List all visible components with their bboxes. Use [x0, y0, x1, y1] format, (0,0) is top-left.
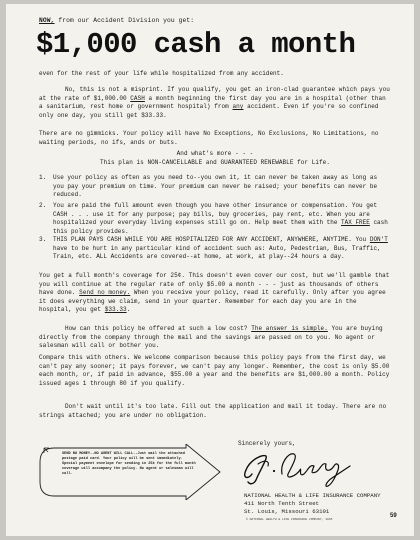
p1-text-b: a month beginning the first day you are in a hospital (other than a sanitarium, rest home or government hospital) from	[39, 94, 386, 111]
list-item-number: 1.	[39, 174, 47, 181]
p4-text-a: How can this policy be offered at such a low cost?	[65, 325, 252, 332]
paragraph-no-gimmicks: There are no gimmicks. Your policy will have No Exceptions, No Exclusions, No Limitations, no waiting periods, no ifs, ands or buts.	[39, 130, 379, 146]
item2-text-a: You are paid the full amount even though you have other insurance or compensation. You get CASH . . . use it for any purpose; pay bills, buy groceries, pay rent, etc. When you are hospitalized your everyday living expenses still go on. Help meet them with the	[53, 202, 378, 227]
page-number: 59	[390, 513, 397, 519]
signature-image	[238, 444, 358, 488]
p1-text-a: No, this is not a misprint. If you qualify, you get an iron-clad guarantee which pays you at the rate of $1,000.00	[39, 86, 390, 102]
p1-cash: CASH	[130, 94, 145, 102]
sincerely-label: Sincerely yours,	[238, 440, 296, 447]
list-item-text	[53, 236, 391, 262]
copyright-line: © NATIONAL HEALTH & LIFE INSURANCE COMPANY, 1965	[246, 518, 333, 521]
paragraph-dont-wait: Don't wait until it's too late. Fill out the application and mail it today. There are no strings attached; you are under no obligation.	[39, 403, 387, 419]
list-item-number: 3.	[39, 236, 47, 243]
item3-text-b: have to be hurt in any particular kind of accident such as: Auto, Pedestrian, Bus, Traffic, Train, etc. ALL Accidents are covered--at home, at work, at play--24 hours a day.	[53, 244, 381, 261]
item2-text-b: cash this policy provides.	[53, 219, 388, 235]
p3-send-no-money: Send no money.	[79, 289, 131, 297]
p3-amount: $33.33	[104, 306, 127, 314]
paragraph-coverage	[39, 272, 391, 315]
list-item-text: Use your policy as often as you need to--you own it, it can never be taken away as long as you pay your premium on time. Your premium can never be raised; your benefits can never be reduced.	[53, 174, 378, 199]
p3-text-b: When you receive your policy, read it carefully. Only after you agree it does everything we claim, send in your quarter. Remember for each day you are in the hospital, you get	[39, 289, 386, 314]
coupon-box	[36, 444, 222, 500]
advertisement-page	[6, 4, 414, 536]
subhead: even for the rest of your life while hospitalized from any accident.	[39, 70, 284, 77]
p1-text-c: accident. Even if you're so confined only one day, you still get $33.33.	[39, 103, 379, 119]
coupon-text: SEND NO MONEY--NO AGENT WILL CALL--Just mail the attached postage paid card. Your policy will be sent immediately. Special payment envelope for sending in 25¢ for the full month coverage will accompany the policy. No agent or salesman will call.	[62, 452, 196, 477]
paragraph-low-cost	[39, 325, 391, 351]
item3-dont: DON'T	[369, 236, 388, 243]
and-more-line: And what's more - - -	[176, 150, 254, 157]
company-street: 411 North Tenth Street	[244, 500, 320, 507]
intro-line	[39, 17, 194, 24]
headline: $1,000 cash a month	[36, 28, 356, 61]
paragraph-compare: Compare this with others. We welcome comparison because this policy pays from the first day, we can't pay any sooner; it pays forever, we can't pay any longer. Remember, the cost is only $5.00 each month, or, if paid in advance, $55.00 a year and the benefits are $1,000.00 a month. Policy issued ages 1 through 80 if you qualify.	[39, 354, 390, 387]
item3-text-a: THIS PLAN PAYS CASH WHILE YOU ARE HOSPITALIZED FOR ANY ACCIDENT, ANYWHERE, ANYTIME. You	[53, 236, 370, 243]
company-city: St. Louis, Missouri 63101	[244, 508, 330, 515]
p3-text-a: You get a full month's coverage for 25¢. This doesn't even cover our cost, but we'll gamble that you will continue at the regular rate of only $5.00 a month - - - just as thousands of others have done.	[39, 272, 390, 297]
list-item-text	[53, 202, 391, 236]
company-address	[244, 492, 381, 516]
paragraph-guarantee	[39, 86, 391, 120]
intro-text: from our Accident Division you get:	[54, 17, 195, 24]
company-name: NATIONAL HEALTH & LIFE INSURANCE COMPANY	[244, 492, 381, 499]
p1-any: any	[232, 103, 244, 111]
p4-text-b: You are buying directly from the company through the mail and the savings are passed on to you. No agent or salesman will call or bother you.	[39, 325, 383, 350]
p4-answer: The answer is simple.	[251, 325, 328, 332]
list-item-number: 2.	[39, 202, 47, 209]
intro-label: NOW,	[39, 17, 55, 24]
item2-tax-free: TAX FREE	[341, 219, 370, 227]
p3-text-c: .	[126, 306, 131, 314]
plan-line: This plan is NON-CANCELLABLE and GUARANTEED RENEWABLE for Life.	[100, 159, 330, 166]
